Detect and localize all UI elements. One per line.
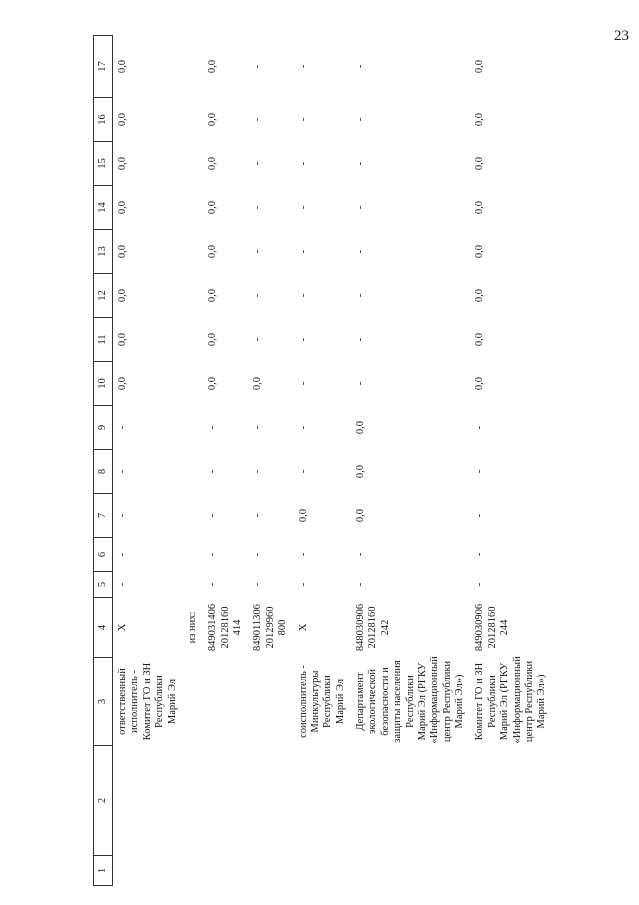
cell-col-6: - — [252, 552, 264, 557]
cell-col-9: - — [117, 425, 128, 430]
cell-col-1 — [203, 856, 248, 886]
cell-col-9: - — [207, 425, 219, 430]
cell-col-11: - — [252, 337, 264, 342]
cell-col-5: - — [474, 582, 486, 587]
cell-col-13: - — [252, 249, 264, 254]
cell-col-2 — [248, 746, 293, 856]
cell-col-7: - — [252, 513, 264, 518]
cell-col-16: - — [252, 117, 264, 122]
cell-col-11 — [183, 318, 203, 362]
cell-col-9: - — [474, 425, 486, 430]
cell-col-2 — [183, 746, 203, 856]
cell-col-8: - — [474, 469, 486, 474]
table-body — [113, 36, 553, 886]
column-header-12: 12 — [94, 274, 113, 318]
cell-col-16 — [183, 98, 203, 142]
cell-col-17 — [183, 36, 203, 98]
cell-col-7: - — [117, 513, 128, 518]
column-header-7: 7 — [94, 494, 113, 538]
column-header-17: 17 — [94, 36, 113, 98]
cell-col-13: 0,0 — [474, 244, 486, 259]
page-number: 23 — [614, 28, 629, 44]
cell-col-6 — [183, 538, 203, 572]
cell-col-13: 0,0 — [207, 244, 219, 259]
table-row — [203, 36, 248, 886]
cell-col-9: - — [252, 425, 264, 430]
cell-col-6: - — [207, 552, 219, 557]
cell-col-16: 0,0 — [474, 112, 486, 127]
cell-col-2 — [113, 746, 183, 856]
cell-col-15 — [183, 142, 203, 186]
column-header-13: 13 — [94, 230, 113, 274]
cell-col-6: - — [297, 552, 309, 557]
table-row — [351, 36, 470, 886]
cell-col-8: - — [207, 469, 219, 474]
cell-col-8 — [183, 450, 203, 494]
cell-col-1 — [183, 856, 203, 886]
cell-col-16: - — [297, 117, 309, 122]
table-row — [248, 36, 293, 886]
cell-col-14: - — [297, 205, 309, 210]
table-row — [470, 36, 552, 886]
column-header-3: 3 — [94, 658, 113, 746]
cell-col-14: 0,0 — [207, 200, 219, 215]
cell-col-2 — [203, 746, 248, 856]
column-header-5: 5 — [94, 572, 113, 598]
column-header-1: 1 — [94, 856, 113, 886]
rotated-table-container — [93, 36, 639, 886]
cell-col-12: 0,0 — [117, 288, 128, 303]
header-row — [94, 36, 113, 886]
cell-col-10: 0,0 — [252, 376, 264, 391]
cell-col-10: - — [297, 381, 309, 386]
cell-col-3: соисполнитель - Минкультуры Республики Марий Эл — [297, 665, 346, 738]
cell-col-4: из них: — [186, 611, 198, 644]
column-header-8: 8 — [94, 450, 113, 494]
cell-col-8: - — [117, 469, 128, 474]
cell-col-17: 0,0 — [117, 59, 128, 74]
cell-col-12 — [183, 274, 203, 318]
budget-table — [93, 35, 553, 886]
cell-col-12: - — [355, 293, 366, 298]
column-header-9: 9 — [94, 406, 113, 450]
cell-col-15: 0,0 — [117, 156, 128, 171]
cell-col-3: Комитет ГО и ЗН Республики Марий Эл (РГКУ «Информационный центр Республики Марий Эл») — [474, 656, 548, 744]
cell-col-15: - — [355, 161, 366, 166]
cell-col-11: - — [297, 337, 309, 342]
cell-col-3: ответственный исполнитель - Комитет ГО и ЗН Республики Марий Эл — [117, 662, 178, 741]
cell-col-12: - — [297, 293, 309, 298]
cell-col-10 — [183, 362, 203, 406]
cell-col-8: 0,0 — [355, 464, 366, 479]
column-header-14: 14 — [94, 186, 113, 230]
cell-col-5: - — [117, 582, 128, 587]
cell-col-2 — [294, 746, 352, 856]
cell-col-11: - — [355, 337, 366, 342]
cell-col-14: 0,0 — [117, 200, 128, 215]
column-header-15: 15 — [94, 142, 113, 186]
cell-col-5: - — [252, 582, 264, 587]
table-row — [294, 36, 352, 886]
cell-col-11: 0,0 — [117, 332, 128, 347]
cell-col-6: - — [117, 552, 128, 557]
cell-col-10: - — [355, 381, 366, 386]
cell-col-6: - — [355, 552, 366, 557]
cell-col-8: - — [297, 469, 309, 474]
cell-col-1 — [470, 856, 552, 886]
cell-col-3 — [183, 658, 203, 746]
column-header-4: 4 — [94, 598, 113, 658]
cell-col-10: 0,0 — [207, 376, 219, 391]
cell-col-7: - — [474, 513, 486, 518]
cell-col-7: - — [207, 513, 219, 518]
cell-col-1 — [351, 856, 470, 886]
cell-col-5: - — [297, 582, 309, 587]
cell-col-14: 0,0 — [474, 200, 486, 215]
table-row — [183, 36, 203, 886]
cell-col-5 — [183, 572, 203, 598]
cell-col-12: 0,0 — [474, 288, 486, 303]
cell-col-9 — [183, 406, 203, 450]
cell-col-17: - — [252, 64, 264, 69]
cell-col-5: - — [207, 582, 219, 587]
cell-col-4: X — [297, 623, 309, 632]
cell-col-1 — [294, 856, 352, 886]
column-header-2: 2 — [94, 746, 113, 856]
cell-col-1 — [248, 856, 293, 886]
column-header-16: 16 — [94, 98, 113, 142]
cell-col-12: - — [252, 293, 264, 298]
cell-col-2 — [470, 746, 552, 856]
cell-col-3 — [203, 658, 248, 746]
cell-col-17: 0,0 — [474, 59, 486, 74]
cell-col-10: 0,0 — [117, 376, 128, 391]
cell-col-14: - — [355, 205, 366, 210]
cell-col-15: - — [252, 161, 264, 166]
column-header-6: 6 — [94, 538, 113, 572]
cell-col-4: 849031406 20128160 414 — [207, 603, 243, 652]
cell-col-4: 848030906 20128160 242 — [355, 603, 391, 652]
cell-col-16: 0,0 — [207, 112, 219, 127]
cell-col-15: 0,0 — [207, 156, 219, 171]
cell-col-4: X — [117, 623, 128, 632]
cell-col-14 — [183, 186, 203, 230]
cell-col-9: 0,0 — [355, 420, 366, 435]
cell-col-7: 0,0 — [297, 508, 309, 523]
cell-col-14: - — [252, 205, 264, 210]
cell-col-3: Департамент экологической безопасности и защиты населения Республики Марий Эл (РГКУ «Информационный центр Республики Марий Эл») — [355, 656, 465, 744]
cell-col-16: 0,0 — [117, 112, 128, 127]
column-header-11: 11 — [94, 318, 113, 362]
cell-col-17: 0,0 — [207, 59, 219, 74]
cell-col-6: - — [474, 552, 486, 557]
cell-col-17: - — [297, 64, 309, 69]
cell-col-13: - — [297, 249, 309, 254]
cell-col-10: 0,0 — [474, 376, 486, 391]
cell-col-13: 0,0 — [117, 244, 128, 259]
cell-col-8: - — [252, 469, 264, 474]
cell-col-4: 849030906 20128160 244 — [474, 603, 511, 652]
cell-col-16: - — [355, 117, 366, 122]
cell-col-17: - — [355, 64, 366, 69]
cell-col-13 — [183, 230, 203, 274]
cell-col-2 — [351, 746, 470, 856]
cell-col-15: 0,0 — [474, 156, 486, 171]
table-row — [113, 36, 183, 886]
cell-col-7: 0,0 — [355, 508, 366, 523]
cell-col-11: 0,0 — [207, 332, 219, 347]
cell-col-13: - — [355, 249, 366, 254]
cell-col-9: - — [297, 425, 309, 430]
cell-col-15: - — [297, 161, 309, 166]
cell-col-7 — [183, 494, 203, 538]
column-header-10: 10 — [94, 362, 113, 406]
cell-col-1 — [113, 856, 183, 886]
cell-col-3 — [248, 658, 293, 746]
cell-col-11: 0,0 — [474, 332, 486, 347]
cell-col-4: 849011306 20129960 800 — [252, 604, 289, 651]
cell-col-12: 0,0 — [207, 288, 219, 303]
cell-col-5: - — [355, 582, 366, 587]
